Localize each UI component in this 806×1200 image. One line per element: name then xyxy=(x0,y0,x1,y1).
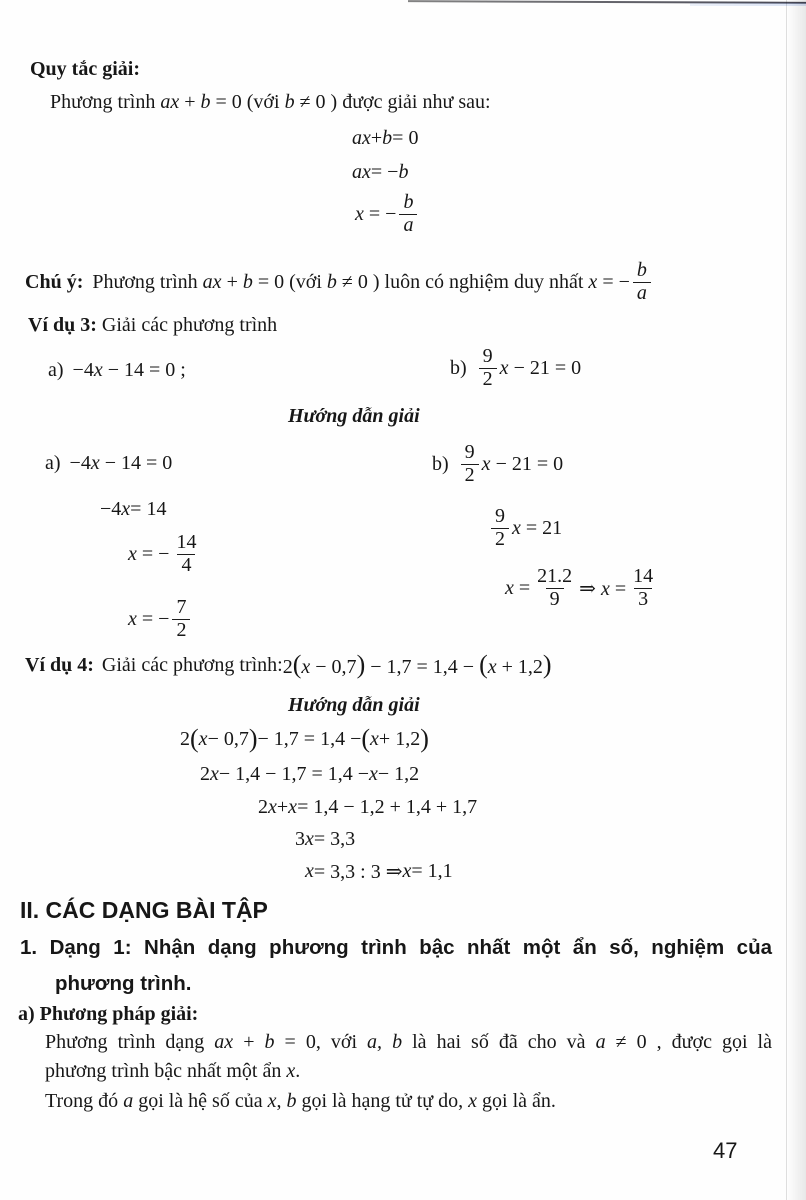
math-text: Phương trình xyxy=(50,91,161,113)
math-text: + xyxy=(179,91,201,113)
math-text: = 3,3 : 3 ⇒ xyxy=(313,861,403,883)
fraction-denominator: a xyxy=(399,214,417,237)
math-text: ) xyxy=(420,724,429,753)
math-text: ) xyxy=(248,724,258,753)
method-paragraph2 xyxy=(45,1090,556,1113)
fraction-numerator: 7 xyxy=(176,596,187,618)
math-text: ≠ 0 ) được giải như sau: xyxy=(294,91,491,113)
math-text: phương trình bậc nhất một ẩn xyxy=(45,1060,287,1082)
fraction-numerator: 9 xyxy=(495,505,505,527)
example4-heading xyxy=(25,652,552,679)
math-variable: b xyxy=(200,91,211,113)
section2-heading: II. CÁC DẠNG BÀI TẬP xyxy=(20,897,268,923)
solution-b-line2 xyxy=(488,506,562,550)
fraction-numerator: 14 xyxy=(633,565,654,587)
math-text: + xyxy=(221,270,243,293)
fraction-numerator: b xyxy=(403,191,414,213)
math-text: − 1,4 − 1,7 = 1,4 − xyxy=(218,763,370,785)
math-variable: x xyxy=(505,576,514,599)
math-text: ) xyxy=(542,650,552,679)
note-line xyxy=(25,260,654,304)
fraction-9-over-2 xyxy=(461,442,479,486)
math-text: 2 xyxy=(258,796,268,818)
example3-problem-a xyxy=(48,359,186,382)
math-text: là hai số đã cho và xyxy=(402,1031,596,1053)
math-text: = 0 (với xyxy=(210,91,285,113)
math-variable: b xyxy=(398,161,409,183)
math-variable: x xyxy=(481,452,491,475)
fraction-numerator: 9 xyxy=(482,345,493,367)
math-text: = − xyxy=(597,270,630,293)
math-variable: x xyxy=(305,828,314,850)
fraction-denominator: 2 xyxy=(479,368,497,391)
math-text: − 0,7 xyxy=(310,656,357,678)
problem-b-equation xyxy=(500,357,581,380)
solution-b-line3-lhs xyxy=(505,577,530,600)
problem-b-label: b) xyxy=(450,356,467,379)
fraction-denominator: a xyxy=(633,282,651,305)
math-text: ( xyxy=(292,650,302,679)
rule-intro xyxy=(50,91,491,114)
fraction-b-over-a xyxy=(633,260,651,304)
rule-equation-2 xyxy=(352,161,408,184)
example3-problem-b xyxy=(450,346,581,390)
math-text: = 0 xyxy=(392,127,419,149)
example4-step-5 xyxy=(305,859,453,884)
math-text: = − xyxy=(136,542,170,565)
solution-b-line3 xyxy=(505,566,660,610)
example4-step-4 xyxy=(295,828,355,851)
math-variable: x xyxy=(210,763,219,785)
method-paragraph-line2 xyxy=(45,1060,300,1083)
note-text xyxy=(92,271,630,294)
math-variable: x xyxy=(90,452,100,474)
math-variable: x xyxy=(128,542,137,565)
math-variable: x xyxy=(588,270,598,293)
math-text: . xyxy=(295,1060,301,1082)
math-text: −4 xyxy=(72,359,94,381)
math-variable: x xyxy=(121,498,131,520)
math-variable: a xyxy=(595,1031,606,1053)
note-label: Chú ý: xyxy=(25,270,84,293)
solution-b-eq1 xyxy=(482,453,563,476)
rule-heading: Quy tắc giải: xyxy=(30,58,140,80)
math-text: − 1,7 = 1,4 − xyxy=(257,727,362,750)
math-text: + 1,2 xyxy=(496,656,543,678)
math-variable: x xyxy=(288,796,298,818)
math-variable: b xyxy=(326,270,337,293)
fraction-numerator: 9 xyxy=(464,441,475,463)
example4-step-2 xyxy=(200,763,419,786)
solution-a-label: a) xyxy=(45,452,61,474)
fraction-numerator: 21.2 xyxy=(537,565,573,587)
math-variable: x xyxy=(402,860,412,882)
fraction-9-over-2 xyxy=(479,346,497,390)
solution-a-line2 xyxy=(100,498,166,521)
math-variable: b xyxy=(264,1031,275,1053)
math-text: − 21 = 0 xyxy=(490,452,564,475)
math-text: − 14 = 0 xyxy=(99,452,173,474)
solution-b-label: b) xyxy=(432,452,449,475)
math-variable: x xyxy=(355,202,364,225)
math-text: = − xyxy=(136,607,170,630)
math-variable: x xyxy=(499,356,509,379)
math-variable: b xyxy=(382,127,393,149)
math-text: ( xyxy=(190,724,199,753)
math-text: , xyxy=(276,1090,287,1112)
method-paragraph-line1 xyxy=(45,1031,772,1054)
math-variable: ax xyxy=(202,270,222,293)
math-text: −4 xyxy=(100,498,122,520)
rule-equation-1 xyxy=(352,127,418,150)
math-text: + xyxy=(276,796,289,818)
math-text: Trong đó xyxy=(45,1090,124,1112)
math-text: 2 xyxy=(180,727,190,750)
problem-a-label: a) xyxy=(48,359,64,381)
math-variable: x xyxy=(268,796,277,818)
fraction-denominator: 9 xyxy=(546,588,564,611)
page-number: 47 xyxy=(713,1138,738,1163)
math-text: = xyxy=(513,576,531,599)
math-text: gọi là hệ số của xyxy=(133,1090,268,1112)
math-text: ≠ 0 ) luôn có nghiệm duy nhất xyxy=(336,270,589,293)
solution-b-line3-implies xyxy=(579,576,626,601)
math-variable: x xyxy=(93,359,103,381)
fraction-21.2-over-9 xyxy=(533,566,576,610)
math-text: ) xyxy=(356,650,366,679)
example3-heading xyxy=(28,314,277,337)
math-text: ( xyxy=(361,724,371,753)
math-text: = − xyxy=(370,161,399,183)
fraction-denominator: 2 xyxy=(461,464,479,487)
math-text: 2 xyxy=(200,763,210,785)
math-text: = 21 xyxy=(520,516,563,539)
example4-equation xyxy=(283,652,552,679)
math-variable: b xyxy=(242,270,253,293)
solution-a-line3-lhs xyxy=(128,543,169,566)
math-variable: x xyxy=(267,1090,277,1112)
math-text: ⇒ xyxy=(579,577,601,600)
math-text: ( xyxy=(479,650,488,679)
math-variable: x xyxy=(468,1090,478,1112)
example3-label: Ví dụ 3: xyxy=(28,314,97,336)
math-text: = xyxy=(609,577,627,600)
page-curl-shadow xyxy=(786,0,806,1200)
solution-b-line1 xyxy=(432,442,563,486)
example3-text: Giải các phương trình xyxy=(101,314,278,336)
math-variable: x xyxy=(600,577,610,600)
fraction-denominator: 3 xyxy=(634,588,652,611)
math-variable: x xyxy=(370,727,379,750)
math-text: = 0, với xyxy=(274,1031,368,1053)
solution-b-eq2 xyxy=(512,517,562,540)
dang1-heading-line2: phương trình. xyxy=(55,972,192,995)
fraction-numerator: b xyxy=(636,259,647,281)
math-text: + xyxy=(233,1031,265,1053)
math-text: 2 xyxy=(282,656,293,678)
fraction-b-over-a xyxy=(399,192,417,236)
math-text: −4 xyxy=(69,452,91,474)
math-text: = 0 (với xyxy=(252,270,327,293)
math-text: − 1,7 = 1,4 − xyxy=(365,656,480,678)
solution-guide-heading: Hướng dẫn giải xyxy=(288,405,420,427)
math-text: − 0,7 xyxy=(207,727,249,750)
math-text: Phương trình xyxy=(92,270,203,293)
math-variable: x xyxy=(305,860,314,882)
solution-guide-heading: Hướng dẫn giải xyxy=(288,694,420,716)
math-variable: x xyxy=(301,656,311,678)
solution-a-line4 xyxy=(128,597,193,641)
rule-equation-3 xyxy=(355,192,420,236)
fraction-7-over-2 xyxy=(172,597,190,641)
example4-label: Ví dụ 4: xyxy=(25,654,94,676)
fraction-denominator: 2 xyxy=(172,619,190,642)
math-variable: x xyxy=(487,656,497,678)
math-variable: ax xyxy=(160,91,180,113)
math-text: = 1,1 xyxy=(411,860,453,882)
math-text: − 21 = 0 xyxy=(508,356,582,379)
math-text: + xyxy=(370,127,383,149)
method-heading: a) Phương pháp giải: xyxy=(18,1003,199,1025)
solution-a-line4-lhs xyxy=(128,608,169,631)
math-text: ≠ 0 , được gọi là xyxy=(605,1031,772,1053)
fraction-14-over-3 xyxy=(629,566,657,610)
example4-step-3 xyxy=(258,796,477,819)
solution-a-line1 xyxy=(45,452,172,475)
math-variable: ax xyxy=(352,161,371,183)
rule-equation-3-lhs xyxy=(355,203,396,226)
fraction-denominator: 2 xyxy=(491,528,509,551)
math-text: gọi là ẩn. xyxy=(477,1090,556,1112)
math-variable: b xyxy=(286,1090,297,1112)
fraction-denominator: 4 xyxy=(177,554,195,577)
example4-intro: Giải các phương trình: xyxy=(101,654,283,676)
math-text: = − xyxy=(363,202,397,225)
math-text: = 14 xyxy=(130,498,167,520)
math-variable: a xyxy=(123,1090,134,1112)
math-variable: x xyxy=(512,516,521,539)
math-variable: x xyxy=(198,727,208,750)
math-text: = 1,4 − 1,2 + 1,4 + 1,7 xyxy=(297,796,478,818)
problem-a-equation xyxy=(73,359,186,382)
math-variable: x xyxy=(128,607,137,630)
math-text: − 1,2 xyxy=(377,763,420,785)
math-variable: ax xyxy=(352,127,371,149)
math-text: gọi là hạng tử tự do, xyxy=(296,1090,469,1112)
math-variable: x xyxy=(286,1060,296,1082)
math-variable: x xyxy=(369,763,378,785)
dang1-heading-line1: 1. Dạng 1: Nhận dạng phương trình bậc nhất một ẩn số, nghiệm của xyxy=(20,936,772,959)
example4-step-1 xyxy=(180,726,429,752)
math-variable: b xyxy=(284,91,295,113)
math-variable: ax xyxy=(214,1031,234,1053)
fraction-14-over-4 xyxy=(172,532,200,576)
math-text: = 3,3 xyxy=(313,828,356,850)
math-text: Phương trình dạng xyxy=(45,1031,215,1053)
math-text: + 1,2 xyxy=(378,727,421,750)
fraction-9-over-2 xyxy=(491,506,509,550)
fraction-numerator: 14 xyxy=(176,531,197,553)
solution-a-eq1 xyxy=(70,452,173,475)
math-text: − 14 = 0 ; xyxy=(102,359,186,381)
solution-a-line3 xyxy=(128,532,203,576)
math-text: 3 xyxy=(295,828,305,850)
math-variable: a, b xyxy=(367,1031,403,1053)
